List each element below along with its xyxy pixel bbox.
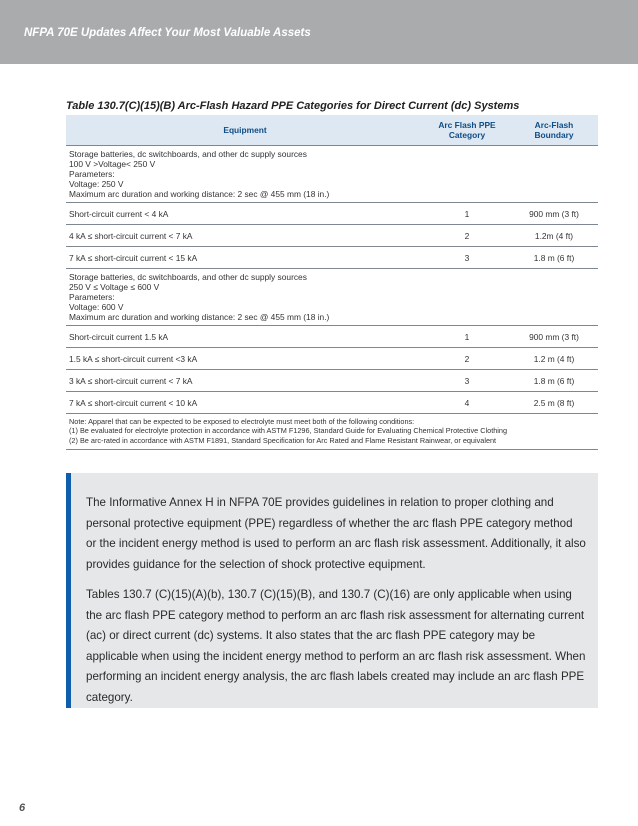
group-line: Maximum arc duration and working distance: 2 sec @ 455 mm (18 in.): [69, 189, 330, 199]
cell-equipment: Short-circuit current < 4 kA: [66, 203, 424, 225]
cell-equipment: 1.5 kA ≤ short-circuit current <3 kA: [66, 348, 424, 370]
cell-equipment: Short-circuit current 1.5 kA: [66, 326, 424, 348]
cell-category: 2: [424, 348, 510, 370]
callout-body: [86, 493, 586, 718]
note-line: (2) Be arc-rated in accordance with ASTM F1891, Standard Specification for Arc Rated and Flame Resistant Rainwear, or equivalent: [69, 435, 497, 445]
header-category-line1: Arc Flash PPE: [438, 120, 496, 130]
cell-boundary: 1.8 m (6 ft): [510, 247, 598, 269]
table-caption: Table 130.7(C)(15)(B) Arc-Flash Hazard PPE Categories for Direct Current (dc) Systems: [66, 100, 520, 112]
group-line: Parameters:: [69, 169, 115, 179]
empty-cell: [424, 269, 510, 326]
table-note: [66, 414, 598, 450]
group-line: Storage batteries, dc switchboards, and other dc supply sources: [69, 149, 307, 159]
header-equipment: Equipment: [66, 115, 424, 146]
callout-paragraph: Tables 130.7 (C)(15)(A)(b), 130.7 (C)(15)(B), and 130.7 (C)(16) are only applicable when using the arc flash PPE category method to perform an arc flash risk assessment for alternating current (ac) or direct current (dc) systems. It also states that the arc flash PPE category may be applicable when using the incident energy method to perform an arc flash risk assessment. When performing an incident energy analysis, the arc flash labels created may include an arc flash PPE category.: [86, 588, 586, 704]
table-row: [66, 326, 598, 348]
table-note-row: [66, 414, 598, 450]
cell-category: 4: [424, 392, 510, 414]
cell-category: 1: [424, 326, 510, 348]
header-boundary: Arc-Flash Boundary: [510, 115, 598, 146]
group-line: Voltage: 250 V: [69, 179, 124, 189]
header-title: NFPA 70E Updates Affect Your Most Valuable Assets: [24, 27, 311, 39]
group-line: Voltage: 600 V: [69, 302, 124, 312]
cell-boundary: 1.2 m (4 ft): [510, 348, 598, 370]
cell-boundary: 1.8 m (6 ft): [510, 370, 598, 392]
cell-equipment: 7 kA ≤ short-circuit current < 10 kA: [66, 392, 424, 414]
table-row: [66, 348, 598, 370]
group-row-high-voltage: [66, 269, 598, 326]
callout-accent-bar: [66, 473, 71, 708]
cell-equipment: 7 kA ≤ short-circuit current < 15 kA: [66, 247, 424, 269]
cell-boundary: 2.5 m (8 ft): [510, 392, 598, 414]
cell-category: 2: [424, 225, 510, 247]
table-row: [66, 203, 598, 225]
empty-cell: [510, 269, 598, 326]
cell-equipment: 4 kA ≤ short-circuit current < 7 kA: [66, 225, 424, 247]
group-description: [66, 269, 424, 326]
empty-cell: [510, 146, 598, 203]
group-line: 100 V >Voltage< 250 V: [69, 159, 156, 169]
cell-boundary: 900 mm (3 ft): [510, 203, 598, 225]
empty-cell: [424, 146, 510, 203]
page-number: 6: [19, 802, 26, 814]
group-line: Parameters:: [69, 292, 115, 302]
group-row-low-voltage: [66, 146, 598, 203]
table-row: [66, 247, 598, 269]
group-line: Storage batteries, dc switchboards, and other dc supply sources: [69, 272, 307, 282]
cell-equipment: 3 kA ≤ short-circuit current < 7 kA: [66, 370, 424, 392]
ppe-category-table: [66, 115, 598, 450]
cell-boundary: 1.2m (4 ft): [510, 225, 598, 247]
info-callout: [66, 473, 598, 708]
cell-category: 3: [424, 370, 510, 392]
table-row: [66, 392, 598, 414]
table-header-row: [66, 115, 598, 146]
group-line: 250 V ≤ Voltage ≤ 600 V: [69, 282, 160, 292]
group-line: Maximum arc duration and working distance: 2 sec @ 455 mm (18 in.): [69, 312, 330, 322]
cell-category: 1: [424, 203, 510, 225]
header-category-line2: Category: [448, 130, 486, 140]
cell-category: 3: [424, 247, 510, 269]
header-band: [0, 0, 638, 64]
note-line: Note: Apparel that can be expected to be exposed to electrolyte must meet both of the following conditions:: [69, 417, 415, 426]
note-line: (1) Be evaluated for electrolyte protection in accordance with ASTM F1296, Standard Guide for Evaluating Chemical Protective Clothing: [69, 426, 508, 436]
header-category: [424, 115, 510, 146]
cell-boundary: 900 mm (3 ft): [510, 326, 598, 348]
table-row: [66, 225, 598, 247]
group-description: [66, 146, 424, 203]
table-row: [66, 370, 598, 392]
callout-paragraph: The Informative Annex H in NFPA 70E provides guidelines in relation to proper clothing and personal protective equipment (PPE) regardless of whether the arc flash PPE category method or the incident energy method is used to perform an arc flash risk assessment. Additionally, it also provides guidance for the selection of shock protective equipment.: [86, 496, 586, 571]
